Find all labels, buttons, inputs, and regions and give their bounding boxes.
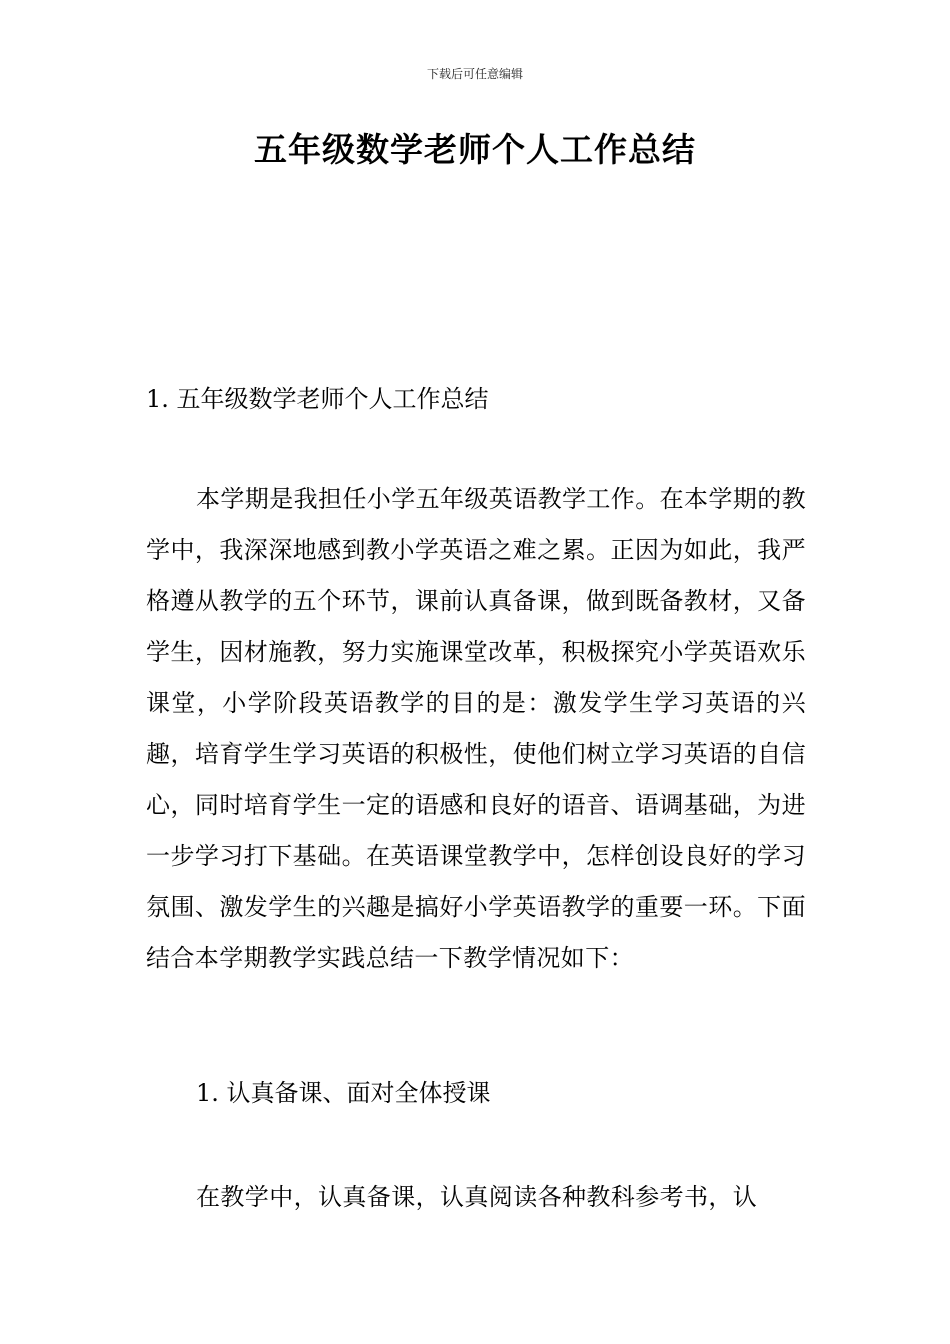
header-note: 下载后可任意编辑	[426, 67, 523, 81]
sub-heading: 1. 认真备课、面对全体授课	[196, 1079, 491, 1107]
document-title: 五年级数学老师个人工作总结	[254, 130, 696, 169]
body-paragraph-2: 在教学中，认真备课，认真阅读各种教科参考书，认	[196, 1183, 758, 1211]
body-paragraph-1: 本学期是我担任小学五年级英语教学工作。在本学期的教学中，我深深地感到教小学英语之难之累。正因为如此，我严格遵从教学的五个环节，课前认真备课，做到既备教材，又备学生，因材施教，努力实施课堂改革，积极探究小学英语欢乐课堂，小学阶段英语教学的目的是：激发学生学习英语的兴趣，培育学生学习英语的积极性，使他们树立学习英语的自信心，同时培育学生一定的语感和良好的语音、语调基础，为进一步学习打下基础。在英语课堂教学中，怎样创设良好的学习氛围、激发学生的兴趣是搞好小学英语教学的重要一环。下面结合本学期教学实践总结一下教学情况如下：	[146, 485, 806, 972]
section-heading: 1. 五年级数学老师个人工作总结	[146, 385, 489, 413]
